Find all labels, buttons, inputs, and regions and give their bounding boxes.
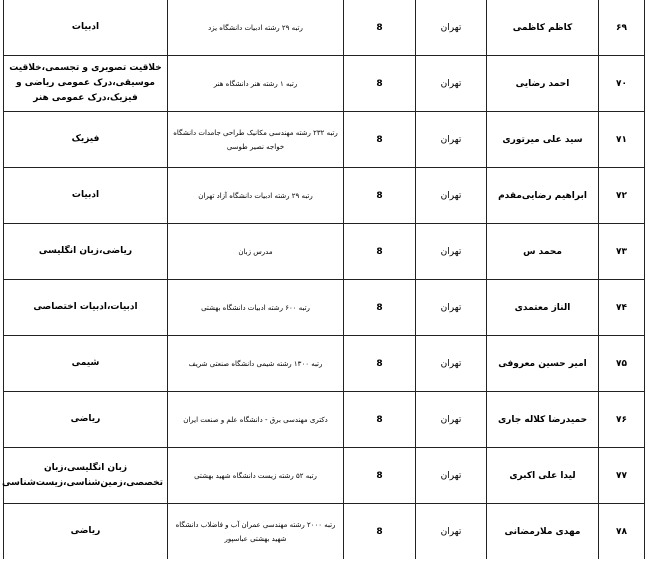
number-cell bbox=[344, 280, 416, 336]
field-text: ریاضی bbox=[70, 414, 101, 424]
number-text: 8 bbox=[376, 246, 383, 257]
name-text: الناز معتمدی bbox=[514, 302, 571, 313]
table-row bbox=[4, 0, 645, 56]
name-cell bbox=[487, 112, 599, 168]
name-cell bbox=[487, 168, 599, 224]
index-cell bbox=[599, 0, 645, 56]
index-text: ۷۸ bbox=[616, 526, 627, 537]
number-text: 8 bbox=[376, 22, 383, 33]
field-cell bbox=[4, 0, 168, 56]
name-text: محمد س bbox=[523, 246, 562, 257]
index-cell bbox=[599, 448, 645, 504]
city-text: تهران bbox=[440, 470, 462, 481]
number-cell bbox=[344, 112, 416, 168]
index-cell bbox=[599, 280, 645, 336]
number-cell bbox=[344, 224, 416, 280]
rank-cell bbox=[168, 336, 344, 392]
field-text: ریاضی bbox=[70, 526, 101, 536]
city-cell bbox=[416, 224, 487, 280]
field-cell bbox=[4, 56, 168, 112]
name-cell bbox=[487, 0, 599, 56]
number-cell bbox=[344, 0, 416, 56]
city-text: تهران bbox=[440, 246, 462, 257]
number-cell bbox=[344, 392, 416, 448]
rank-cell bbox=[168, 56, 344, 112]
name-text: احمد رضایی bbox=[515, 78, 570, 89]
rank-cell bbox=[168, 392, 344, 448]
city-cell bbox=[416, 448, 487, 504]
rank-text: مدرس زبان bbox=[238, 247, 273, 256]
rank-text: رتبه ۶۰۰ رشته ادبیات دانشگاه بهشتی bbox=[201, 303, 310, 312]
field-cell bbox=[1, 448, 168, 504]
field-cell bbox=[4, 224, 168, 280]
name-cell bbox=[487, 56, 599, 112]
table-row bbox=[4, 336, 645, 392]
field-text: ادبیات،ادبیات اختصاصی bbox=[33, 302, 138, 312]
city-text: تهران bbox=[440, 22, 462, 33]
rank-text: رتبه ۲۳۲ رشته مهندسی مکانیک طراحی جامدات دانشگاه خواجه نصیر طوسی bbox=[173, 128, 338, 151]
name-text: لیدا علی اکبری bbox=[509, 470, 576, 481]
rank-cell bbox=[168, 280, 344, 336]
field-text: فیزیک bbox=[71, 134, 100, 144]
name-text: مهدی ملارمضانی bbox=[504, 526, 581, 537]
rank-text: رتبه ۱ رشته هنر دانشگاه هنر bbox=[213, 79, 298, 88]
name-cell bbox=[487, 280, 599, 336]
rank-cell bbox=[168, 224, 344, 280]
index-text: ۷۷ bbox=[616, 470, 627, 481]
index-cell bbox=[599, 224, 645, 280]
name-cell bbox=[487, 448, 599, 504]
name-cell bbox=[487, 224, 599, 280]
rank-text: رتبه ۱۳۰۰ رشته شیمی دانشگاه صنعتی شریف bbox=[188, 359, 323, 368]
table-row bbox=[4, 168, 645, 224]
city-cell bbox=[416, 504, 487, 560]
rank-text: رتبه ۵۲ رشته زیست دانشگاه شهید بهشتی bbox=[194, 471, 317, 480]
name-cell bbox=[487, 336, 599, 392]
city-text: تهران bbox=[440, 134, 462, 145]
field-cell bbox=[4, 112, 168, 168]
city-cell bbox=[416, 168, 487, 224]
city-text: تهران bbox=[440, 302, 462, 313]
name-cell bbox=[487, 504, 599, 560]
number-text: 8 bbox=[376, 78, 383, 89]
city-cell bbox=[416, 392, 487, 448]
number-cell bbox=[344, 336, 416, 392]
rank-text: دکتری مهندسی برق - دانشگاه علم و صنعت ایران bbox=[183, 415, 328, 424]
field-cell bbox=[4, 280, 168, 336]
index-text: ۷۲ bbox=[616, 190, 627, 201]
field-cell bbox=[4, 336, 168, 392]
index-text: ۷۶ bbox=[616, 414, 627, 425]
index-text: ۷۴ bbox=[616, 302, 627, 313]
city-cell bbox=[416, 280, 487, 336]
number-cell bbox=[344, 448, 416, 504]
city-cell bbox=[416, 0, 487, 56]
table-row bbox=[4, 280, 645, 336]
city-cell bbox=[416, 56, 487, 112]
field-cell bbox=[4, 504, 168, 560]
city-text: تهران bbox=[440, 358, 462, 369]
number-text: 8 bbox=[376, 190, 383, 201]
number-text: 8 bbox=[376, 302, 383, 313]
rank-cell bbox=[168, 112, 344, 168]
field-text: ادبیات bbox=[71, 190, 100, 200]
index-text: ۶۹ bbox=[616, 22, 627, 33]
field-text: ادبیات bbox=[71, 22, 100, 32]
field-text: ریاضی،زبان انگلیسی bbox=[38, 246, 133, 256]
field-cell bbox=[4, 168, 168, 224]
index-cell bbox=[599, 504, 645, 560]
index-cell bbox=[599, 392, 645, 448]
index-cell bbox=[599, 112, 645, 168]
teachers-table bbox=[3, 0, 645, 559]
name-text: سید علی میرتوری bbox=[502, 134, 583, 145]
table-row bbox=[4, 224, 645, 280]
city-text: تهران bbox=[440, 526, 462, 537]
number-cell bbox=[344, 168, 416, 224]
name-text: امیر حسین معروفی bbox=[498, 358, 587, 369]
number-cell bbox=[344, 504, 416, 560]
name-text: کاظم کاظمی bbox=[512, 22, 573, 33]
field-text: شیمی bbox=[71, 358, 100, 368]
city-cell bbox=[416, 112, 487, 168]
rank-text: رتبه ۲۰۰۰ رشته مهندسی عمران آب و فاضلاب دانشگاه شهید بهشتی عباسپور bbox=[175, 520, 336, 543]
document-page bbox=[1, 0, 627, 563]
index-cell bbox=[599, 168, 645, 224]
number-text: 8 bbox=[376, 414, 383, 425]
field-cell bbox=[4, 392, 168, 448]
number-cell bbox=[344, 56, 416, 112]
table-row bbox=[4, 392, 645, 448]
name-cell bbox=[487, 392, 599, 448]
table-row bbox=[4, 504, 645, 560]
rank-cell bbox=[168, 504, 344, 560]
table-row bbox=[4, 56, 645, 112]
city-text: تهران bbox=[440, 190, 462, 201]
index-cell bbox=[599, 336, 645, 392]
city-text: تهران bbox=[440, 78, 462, 89]
table-row bbox=[4, 448, 645, 504]
index-cell bbox=[599, 56, 645, 112]
field-text: خلاقیت تصویری و تجسمی،خلاقیت موسیقی،درک عمومی ریاضی و فیزیک،درک عمومی هنر bbox=[9, 63, 162, 103]
city-text: تهران bbox=[440, 414, 462, 425]
field-text: زبان انگلیسی،زبان تخصصی،زمین‌شناسی،زیست‌شناسی bbox=[1, 462, 163, 488]
rank-text: رتبه ۲۹ رشته ادبیات دانشگاه آزاد تهران bbox=[198, 191, 313, 200]
rank-text: رتبه ۲۹ رشته ادبیات دانشگاه یزد bbox=[208, 23, 303, 32]
rank-cell bbox=[168, 0, 344, 56]
number-text: 8 bbox=[376, 358, 383, 369]
index-text: ۷۳ bbox=[616, 246, 627, 257]
city-cell bbox=[416, 336, 487, 392]
table-row bbox=[4, 112, 645, 168]
rank-cell bbox=[168, 168, 344, 224]
name-text: حمیدرضا کلاله جاری bbox=[497, 414, 588, 425]
number-text: 8 bbox=[376, 134, 383, 145]
rank-cell bbox=[168, 448, 344, 504]
number-text: 8 bbox=[376, 470, 383, 481]
index-text: ۷۱ bbox=[616, 134, 627, 145]
index-text: ۷۵ bbox=[616, 358, 627, 369]
number-text: 8 bbox=[376, 526, 383, 537]
name-text: ابراهیم رضایی‌مقدم bbox=[498, 190, 587, 201]
index-text: ۷۰ bbox=[616, 78, 627, 89]
